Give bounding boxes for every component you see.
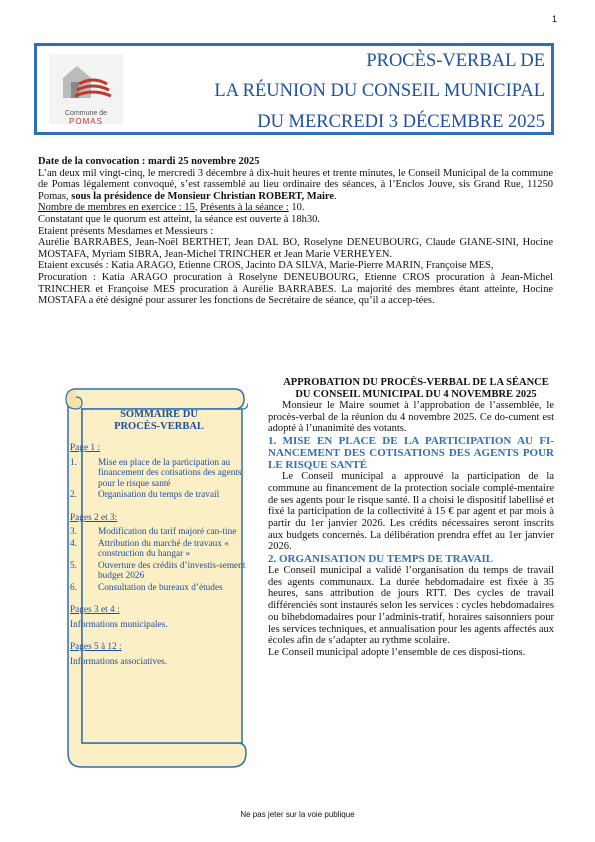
sommaire-item-number: 6.	[70, 582, 77, 593]
presents-label: Etaient présents Mesdames et Messieurs :	[38, 225, 214, 237]
page34-text: Informations municipales.	[70, 619, 168, 630]
approbation-text: Monsieur le Maire soumet à l’approbation de l’assemblée, le procès-verbal de la réunion du 4 novembre 2025. Ce do-cument est adopté à l’unanimité des votants.	[268, 400, 554, 435]
presidency-text: sous la présidence de Monsieur Christian ROBERT, Maire	[71, 190, 334, 202]
intro-section	[38, 156, 553, 307]
opening-paragraph	[38, 168, 553, 203]
sommaire-item	[70, 539, 248, 560]
members-line	[38, 202, 553, 214]
right-column	[268, 377, 554, 659]
logo-line2: POMAS	[69, 117, 103, 126]
sommaire-item-text: Modification du tarif majoré can-tine	[98, 527, 237, 537]
sommaire-item	[70, 561, 248, 582]
logo-line1: Commune de	[64, 110, 108, 117]
sommaire-title-line2: PROCÈS-VERBAL	[114, 421, 204, 432]
sommaire-item	[70, 458, 248, 490]
sommaire-item-text: Mise en place de la participation au financement des cotisations des agents pour le risque santé	[98, 457, 242, 489]
sommaire-title	[70, 409, 248, 433]
section2-text1: Le Conseil municipal a validé l’organisation du temps de travail des agents communaux. La durée hebdomadaire est fixée à 35 heures, sans attribution de jours RTT. Des cycles de travail différenciés sont instaurés selon les services : cycles hebdomadaires ou bihebdomadaires pour l’adminis-tratif, horaires saisonniers pour les services techniques, et annualisation pour les agents affectés aux écoles afin de s’adapter au rythme scolaire.	[268, 565, 554, 647]
page512-text: Informations associatives.	[70, 656, 168, 667]
sommaire-item-text: Organisation du temps de travail	[98, 490, 220, 500]
page23-label: Pages 2 et 3:	[70, 512, 118, 523]
page-number: 1	[551, 14, 557, 24]
page1-label: Page 1 :	[70, 443, 100, 453]
opening-end: .	[334, 190, 337, 202]
section1-text: Le Conseil municipal a approuvé la participation de la commune au financement de la protection sociale complé-mentaire de ses agents pour le risque santé. Il a choisi le dispositif labellisé et fixé la participation de la collectivité à 15 € par agent et par mois à partir du 1er janvier 2026. Les crédits nécessaires seront inscrits aux budgets concernés. La délibération prendra effet au 1er janvier 2026.	[268, 471, 554, 553]
section1-title: 1. MISE EN PLACE DE LA PARTICIPATION AU FI-NANCEMENT DES COTISATIONS DES AGENTS POUR LE RISQUE SANTÉ	[268, 435, 554, 472]
sommaire-item-text: Attribution du marché de travaux « construction du hangar »	[98, 538, 229, 559]
sommaire-item	[70, 583, 248, 594]
presents-list: Aurélie BARRABES, Jean-Noël BERTHET, Jean DAL BO, Roselyne DENEUBOURG, Claude GIANE-SINI, Hocine MOSTAFA, Myriam SIBRA, Jean-Michel TRINCHER et Jean Marie VERHEYEN.	[38, 237, 553, 260]
logo-caption	[49, 110, 123, 126]
section2-title: 2. ORGANISATION DU TEMPS DE TRAVAIL	[268, 553, 494, 566]
sommaire-item-number: 2.	[70, 490, 77, 500]
members-sep: ,	[194, 202, 201, 214]
page1-items	[70, 458, 248, 501]
page34-label: Pages 3 et 4 :	[70, 605, 120, 615]
members-exercice: Nombre de membres en exercice : 15	[38, 202, 195, 214]
members-presents-value: 10.	[288, 202, 305, 214]
sommaire-item-number: 1.	[70, 457, 77, 468]
opening-text: L’an deux mil vingt-cinq, le mercredi 3 décembre à dix-huit heures et trente minutes, le Conseil Municipal de la commune de Pomas légalement convoqué, s’est rassemblé au lieu ordinaire des séances, à l’Enclos Jouve, sis Grand Rue, 11250 Pomas,	[38, 167, 553, 202]
sommaire-title-line1: SOMMAIRE DU	[120, 409, 198, 420]
section2-text2: Le Conseil municipal adopte l’ensemble de ces disposi-tions.	[268, 646, 526, 658]
sommaire-item-number: 3.	[70, 527, 77, 537]
sommaire-item-number: 5.	[70, 560, 77, 571]
footer-note: Ne pas jeter sur la voie publique	[240, 810, 355, 819]
approbation-title: APPROBATION DU PROCÈS-VERBAL DE LA SÉANCE DU CONSEIL MUNICIPAL DU 4 NOVEMBRE 2025	[283, 377, 549, 400]
procuration-text: Procuration : Katia ARAGO procuration à Roselyne DENEUBOURG, Etienne CROS procuration à Jean-Michel TRINCHER et Françoise MES procuration à Aurélie BARRABES. La majorité des membres étant atteinte, Hocine MOSTAFA a été désigné pour assurer les fonctions de Secrétaire de séance, qu’il a accep-tées.	[38, 271, 553, 307]
title-line2: LA RÉUNION DU CONSEIL MUNICIPAL	[214, 81, 545, 101]
sommaire-item	[70, 527, 248, 538]
quorum-line: Constatant que le quorum est atteint, la séance est ouverte à 18h30.	[38, 213, 320, 225]
convocation-date: Date de la convocation : mardi 25 novembre 2025	[38, 156, 260, 167]
page512-label: Pages 5 à 12 :	[70, 642, 122, 652]
title-line1: PROCÈS-VERBAL DE	[366, 51, 545, 71]
title-line3: DU MERCREDI 3 DÉCEMBRE 2025	[257, 112, 545, 132]
members-presents: Présents à la séance :	[200, 202, 289, 214]
sommaire-content	[70, 409, 248, 667]
excuses-list: Etaient excusés : Katia ARAGO, Etienne CROS, Jacinto DA SILVA, Marie-Pierre MARIN, Françoise MES,	[38, 260, 494, 272]
sommaire-item-text: Ouverture des crédits d’investis-sement budget 2026	[98, 560, 246, 581]
sommaire-item-number: 4.	[70, 538, 77, 549]
page23-items	[70, 527, 248, 593]
header-box	[34, 43, 554, 135]
sommaire-item	[70, 490, 248, 501]
sommaire-item-text: Consultation de bureaux d’études	[98, 582, 223, 593]
